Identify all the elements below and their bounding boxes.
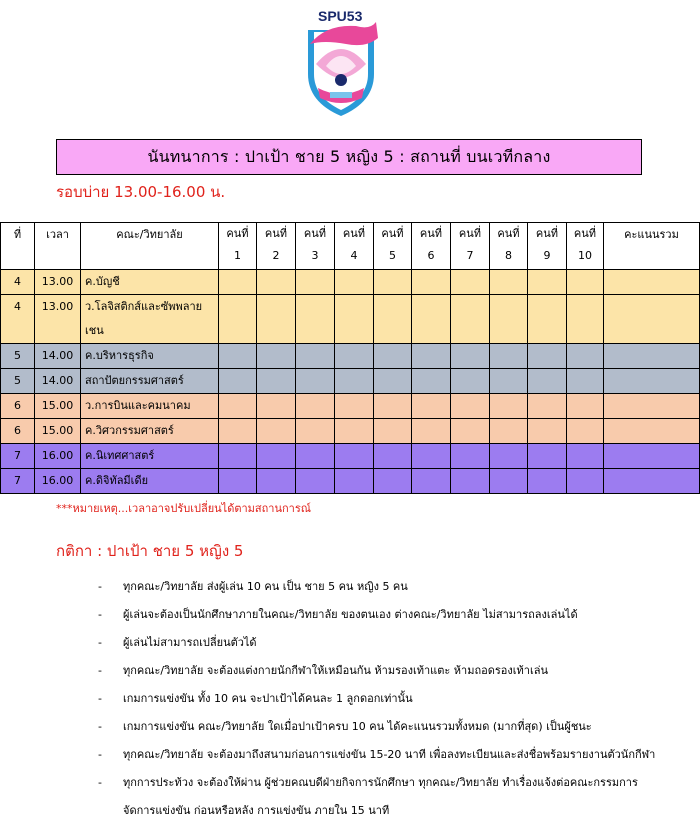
cell-no: 5 (1, 369, 35, 394)
cell-score-9 (528, 369, 567, 394)
schedule-table (0, 222, 700, 494)
cell-total (604, 369, 700, 394)
cell-score-6 (412, 270, 451, 295)
cell-score-6 (412, 419, 451, 444)
cell-score-3 (296, 394, 335, 419)
cell-team: ค.บัญชี (81, 270, 219, 295)
cell-score-2 (257, 344, 296, 369)
cell-no: 7 (1, 444, 35, 469)
cell-team: ว.การบินและคมนาคม (81, 394, 219, 419)
header-time: เวลา (35, 223, 81, 270)
cell-time: 14.00 (35, 369, 81, 394)
cell-score-10 (567, 270, 604, 295)
cell-score-6 (412, 369, 451, 394)
rule-item: - ทุกคณะ/วิทยาลัย จะต้องมาถึงสนามก่อนการแข่งขัน 15-20 นาที เพื่อลงทะเบียนและส่งชื่อพร้อมรายงานตัวนักกีฬา (98, 741, 658, 769)
rule-item: - ผู้เล่นจะต้องเป็นนักศึกษาภายในคณะ/วิทยาลัย ของตนเอง ต่างคณะ/วิทยาลัย ไม่สามารถลงเล่นได้ (98, 601, 658, 629)
table-row (1, 394, 700, 419)
rule-item: - เกมการแข่งขัน ทั้ง 10 คน จะปาเป้าได้คนละ 1 ลูกดอกเท่านั้น (98, 685, 658, 713)
table-row (1, 295, 700, 344)
cell-score-10 (567, 369, 604, 394)
cell-score-5 (374, 469, 412, 494)
cell-time: 15.00 (35, 419, 81, 444)
cell-score-1 (219, 295, 257, 344)
cell-score-3 (296, 469, 335, 494)
cell-time: 13.00 (35, 270, 81, 295)
cell-total (604, 295, 700, 344)
cell-score-2 (257, 369, 296, 394)
cell-score-1 (219, 469, 257, 494)
cell-score-1 (219, 270, 257, 295)
cell-score-5 (374, 344, 412, 369)
header-player-2: คนที่ 2 (257, 223, 296, 270)
cell-score-3 (296, 419, 335, 444)
note-text: ***หมายเหตุ...เวลาอาจปรับเปลี่ยนได้ตามสถานการณ์ (56, 502, 311, 515)
cell-total (604, 444, 700, 469)
cell-total (604, 419, 700, 444)
header-no: ที่ (1, 223, 35, 270)
cell-team: ค.ดิจิทัลมีเดีย (81, 469, 219, 494)
header-total: คะแนนรวม (604, 223, 700, 270)
header-player-9: คนที่ 9 (528, 223, 567, 270)
cell-score-5 (374, 419, 412, 444)
cell-score-2 (257, 469, 296, 494)
session-time: รอบบ่าย 13.00-16.00 น. (56, 183, 226, 201)
cell-score-10 (567, 344, 604, 369)
cell-total (604, 394, 700, 419)
cell-score-3 (296, 344, 335, 369)
header-player-4: คนที่ 4 (335, 223, 374, 270)
cell-score-7 (451, 270, 490, 295)
cell-score-4 (335, 369, 374, 394)
cell-score-8 (490, 295, 528, 344)
cell-score-3 (296, 295, 335, 344)
cell-score-1 (219, 394, 257, 419)
cell-score-2 (257, 295, 296, 344)
cell-score-10 (567, 444, 604, 469)
cell-score-9 (528, 270, 567, 295)
cell-team: ค.บริหารธุรกิจ (81, 344, 219, 369)
cell-score-9 (528, 444, 567, 469)
cell-no: 5 (1, 344, 35, 369)
cell-score-7 (451, 394, 490, 419)
cell-score-9 (528, 469, 567, 494)
header-team: คณะ/วิทยาลัย (81, 223, 219, 270)
cell-no: 4 (1, 270, 35, 295)
cell-score-10 (567, 469, 604, 494)
cell-score-1 (219, 369, 257, 394)
table-row (1, 270, 700, 295)
cell-score-4 (335, 295, 374, 344)
cell-score-8 (490, 444, 528, 469)
cell-score-4 (335, 270, 374, 295)
header-player-10: คนที่ 10 (567, 223, 604, 270)
cell-score-3 (296, 444, 335, 469)
page-title: นันทนาการ : ปาเป้า ชาย 5 หญิง 5 : สถานที่ บนเวทีกลาง (56, 139, 642, 175)
header-player-1: คนที่ 1 (219, 223, 257, 270)
header-player-8: คนที่ 8 (490, 223, 528, 270)
cell-score-2 (257, 444, 296, 469)
table-row (1, 369, 700, 394)
cell-score-6 (412, 394, 451, 419)
cell-score-10 (567, 394, 604, 419)
cell-score-10 (567, 295, 604, 344)
cell-score-6 (412, 344, 451, 369)
cell-time: 14.00 (35, 344, 81, 369)
cell-score-8 (490, 419, 528, 444)
cell-score-1 (219, 444, 257, 469)
cell-time: 16.00 (35, 444, 81, 469)
cell-score-2 (257, 419, 296, 444)
cell-score-4 (335, 469, 374, 494)
cell-score-2 (257, 270, 296, 295)
cell-score-5 (374, 270, 412, 295)
cell-team: ค.นิเทศศาสตร์ (81, 444, 219, 469)
cell-time: 16.00 (35, 469, 81, 494)
cell-score-9 (528, 419, 567, 444)
table-row (1, 419, 700, 444)
cell-no: 6 (1, 419, 35, 444)
rules-title: กติกา : ปาเป้า ชาย 5 หญิง 5 (56, 542, 244, 560)
cell-total (604, 469, 700, 494)
table-header-row (1, 223, 700, 270)
cell-score-7 (451, 469, 490, 494)
cell-score-5 (374, 394, 412, 419)
rule-item: - ทุกการประท้วง จะต้องให้ผ่าน ผู้ช่วยคณบดีฝ่ายกิจการนักศึกษา ทุกคณะ/วิทยาลัย ทำเรื่องแจ้งต่อคณะกรรมการจัดการแข่งขัน ก่อนหรือหลัง การแข่งขัน ภายใน 15 นาที (98, 769, 658, 825)
cell-score-4 (335, 444, 374, 469)
cell-total (604, 344, 700, 369)
cell-time: 15.00 (35, 394, 81, 419)
table-row (1, 344, 700, 369)
cell-score-1 (219, 344, 257, 369)
cell-score-9 (528, 295, 567, 344)
cell-score-9 (528, 344, 567, 369)
cell-no: 4 (1, 295, 35, 344)
header-player-6: คนที่ 6 (412, 223, 451, 270)
cell-score-7 (451, 444, 490, 469)
cell-score-5 (374, 369, 412, 394)
logo-text: SPU53 (318, 8, 363, 24)
cell-score-4 (335, 394, 374, 419)
cell-team: ค.วิศวกรรมศาสตร์ (81, 419, 219, 444)
cell-total (604, 270, 700, 295)
rule-item: - ผู้เล่นไม่สามารถเปลี่ยนตัวได้ (98, 629, 658, 657)
rule-item: - ทุกคณะ/วิทยาลัย ส่งผู้เล่น 10 คน เป็น ชาย 5 คน หญิง 5 คน (98, 573, 658, 601)
cell-score-7 (451, 369, 490, 394)
header-player-5: คนที่ 5 (374, 223, 412, 270)
cell-score-8 (490, 369, 528, 394)
cell-score-4 (335, 344, 374, 369)
header-player-7: คนที่ 7 (451, 223, 490, 270)
cell-score-5 (374, 295, 412, 344)
cell-score-1 (219, 419, 257, 444)
cell-score-9 (528, 394, 567, 419)
cell-score-6 (412, 295, 451, 344)
cell-score-3 (296, 270, 335, 295)
rule-item: - ทุกคณะ/วิทยาลัย จะต้องแต่งกายนักกีฬาให้เหมือนกัน ห้ามรองเท้าแตะ ห้ามถอดรองเท้าเล่น (98, 657, 658, 685)
cell-score-2 (257, 394, 296, 419)
rules-list (98, 573, 658, 825)
cell-team: ว.โลจิสติกส์และซัพพลายเชน (81, 295, 219, 344)
event-logo (296, 4, 386, 120)
cell-score-7 (451, 295, 490, 344)
cell-score-3 (296, 369, 335, 394)
cell-score-4 (335, 419, 374, 444)
cell-score-6 (412, 444, 451, 469)
cell-score-8 (490, 270, 528, 295)
cell-no: 6 (1, 394, 35, 419)
cell-score-10 (567, 419, 604, 444)
cell-score-8 (490, 469, 528, 494)
table-row (1, 469, 700, 494)
cell-team: สถาปัตยกรรมศาสตร์ (81, 369, 219, 394)
cell-score-6 (412, 469, 451, 494)
cell-no: 7 (1, 469, 35, 494)
cell-time: 13.00 (35, 295, 81, 344)
cell-score-8 (490, 344, 528, 369)
cell-score-8 (490, 394, 528, 419)
table-row (1, 444, 700, 469)
cell-score-5 (374, 444, 412, 469)
cell-score-7 (451, 344, 490, 369)
header-player-3: คนที่ 3 (296, 223, 335, 270)
rule-item: - เกมการแข่งขัน คณะ/วิทยาลัย ใดเมื่อปาเป้าครบ 10 คน ได้คะแนนรวมทั้งหมด (มากที่สุด) เป็นผู้ชนะ (98, 713, 658, 741)
cell-score-7 (451, 419, 490, 444)
